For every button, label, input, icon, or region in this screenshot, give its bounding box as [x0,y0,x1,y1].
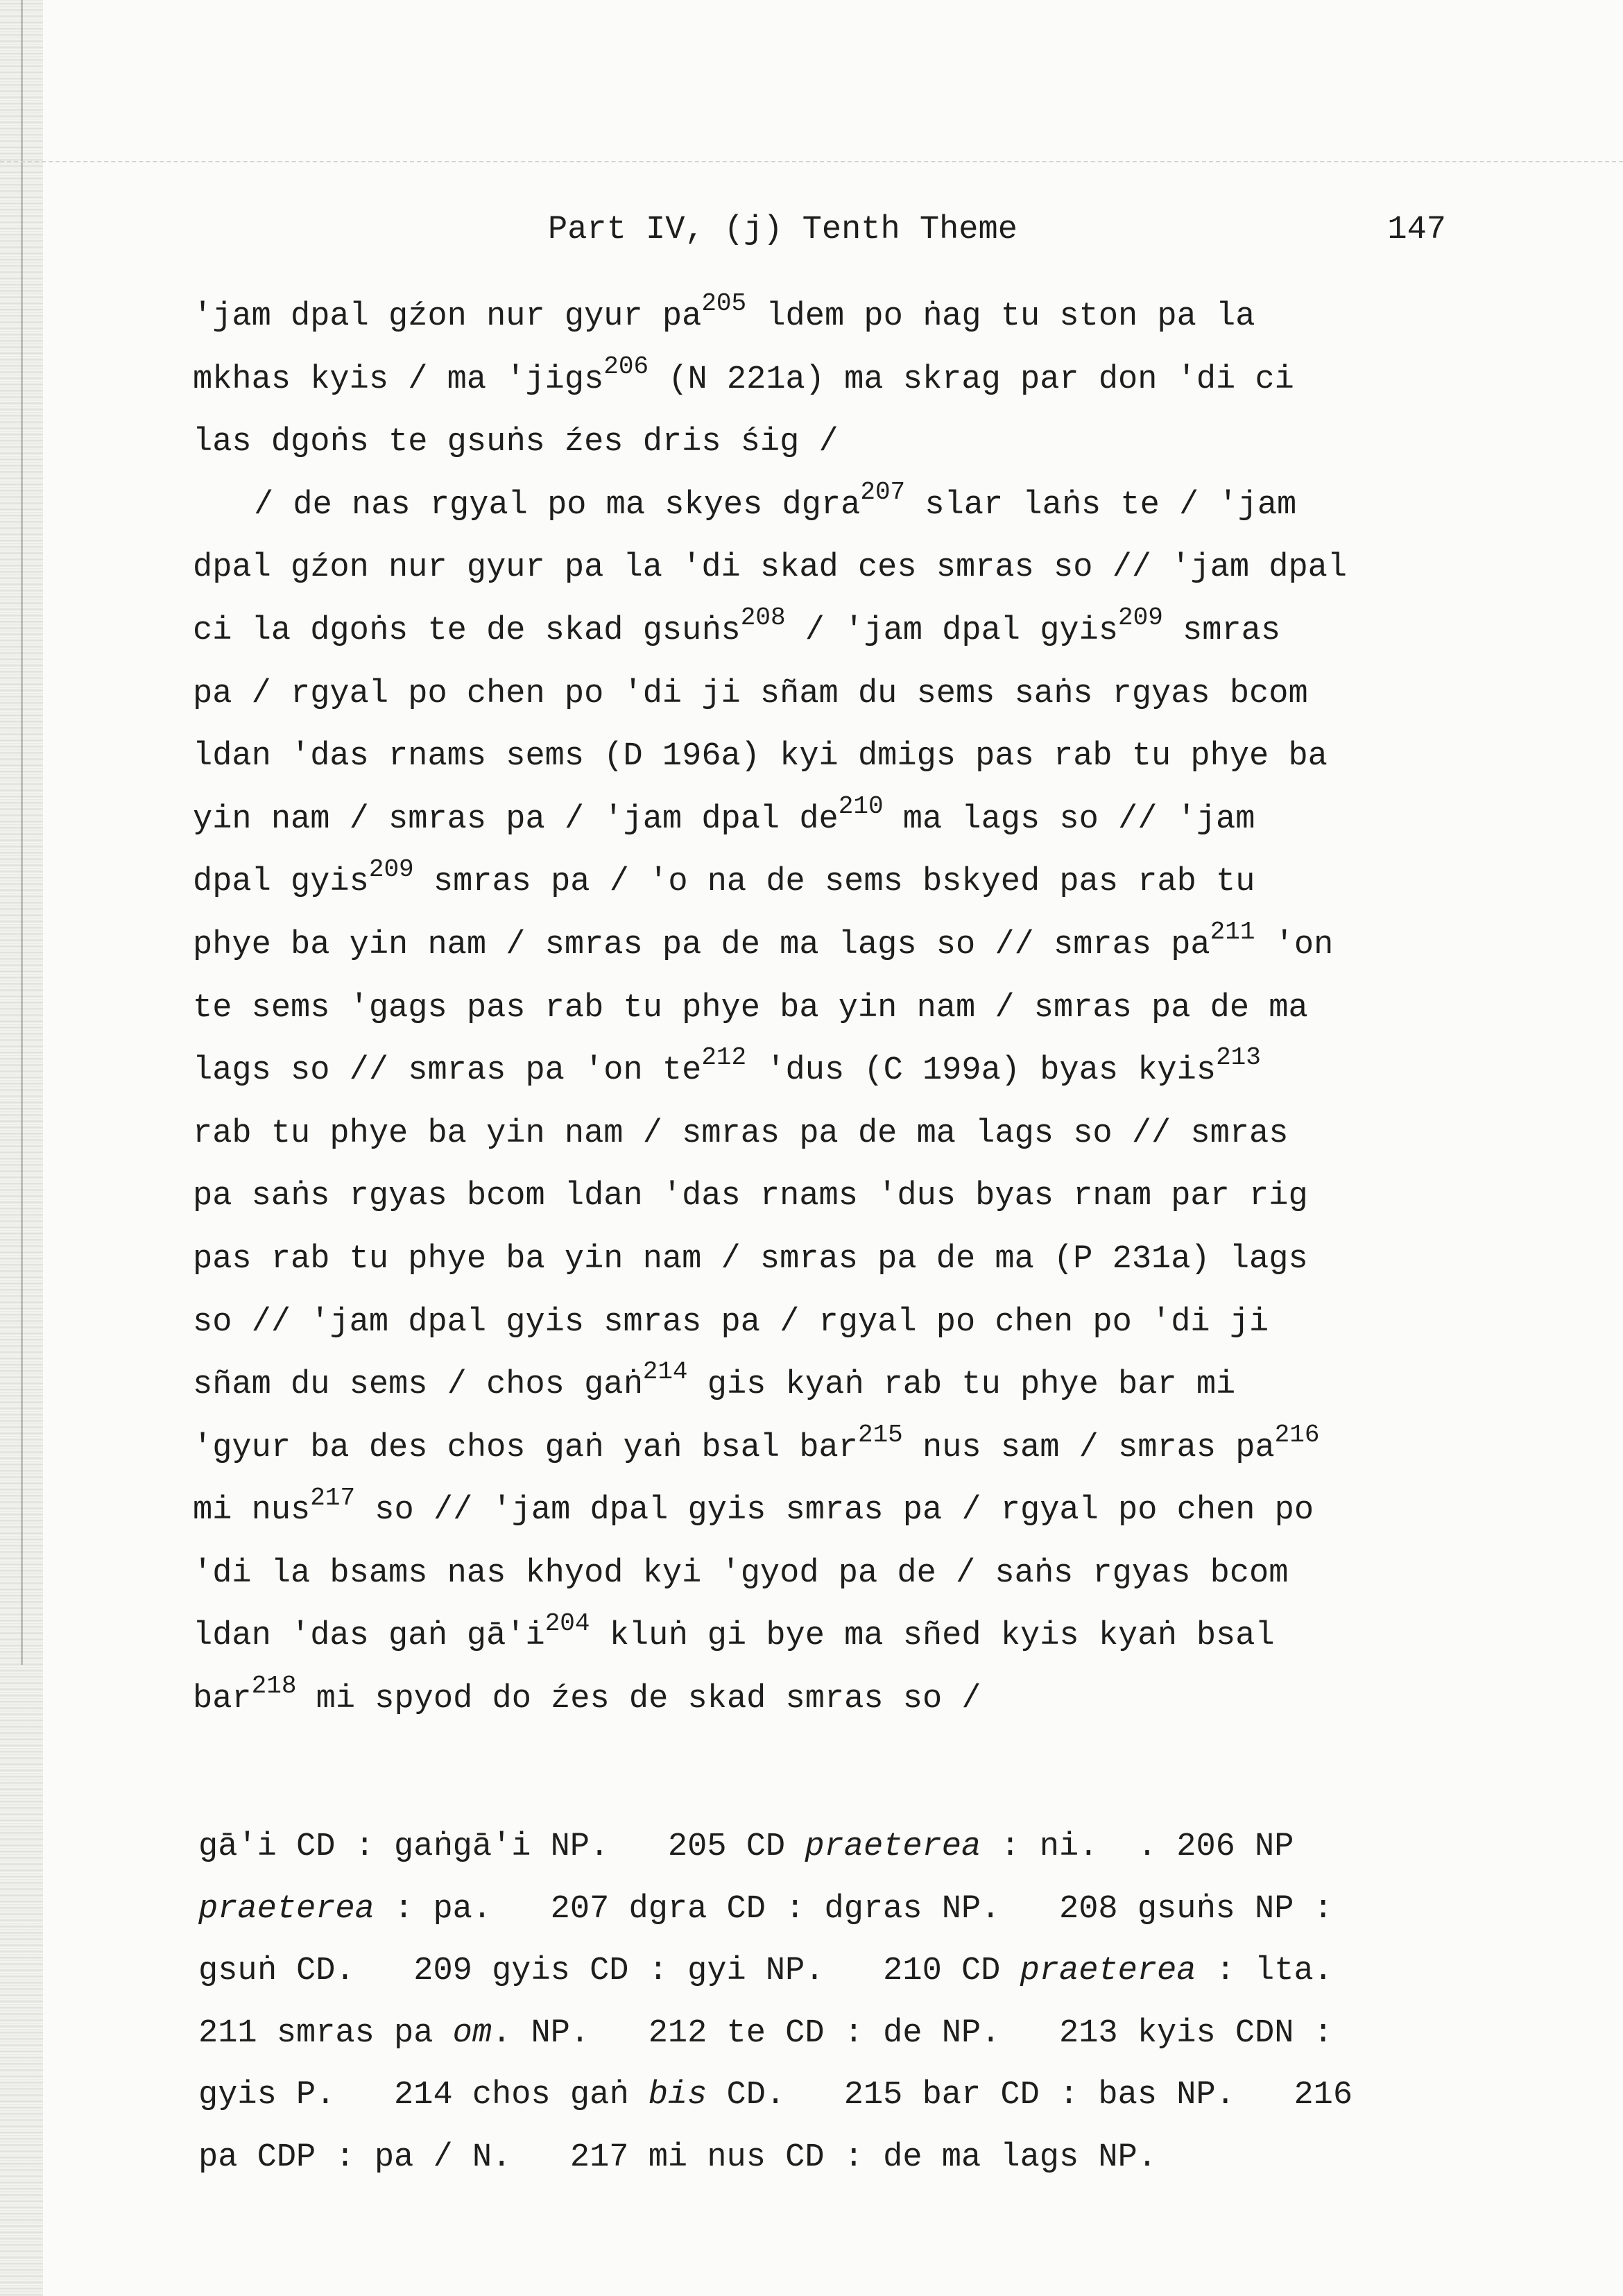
text-line: te sems 'gags pas rab tu phye ba yin nam / smras pa de ma [193,989,1308,1027]
body-text [193,286,1455,1731]
text-line: las dgoṅs te gsuṅs źes dris śig / [193,424,839,461]
footnote-ref[interactable]: 215 [857,1421,903,1450]
text-line: mi nus$^{217}$ so // 'jam dpal gyis smras pa / rgyal po chen po [193,1483,1314,1530]
footnote-line: pa CDP : pa / N. 217 mi nus CD : de ma lags NP. [198,2139,1158,2176]
footnote-line: gā'i CD : gaṅgā'i NP. 205 CD praeterea : ni. . 206 NP [198,1828,1294,1865]
scan-dashed-line [0,161,1623,162]
footnote-ref[interactable]: 205 [701,289,747,318]
footnote-ref[interactable]: 217 [310,1483,356,1512]
footnote-ref[interactable]: 216 [1274,1421,1320,1450]
footnote-ref[interactable]: 207 [860,478,906,507]
page-number: 147 [1387,212,1446,248]
text-line: ci la dgoṅs te de skad gsuṅs$^{208}$ / 'jam dpal gyis$^{209}$ smras [193,603,1281,649]
text-line: ldan 'das gaṅ $gā'i^{204}$ kluṅ gi bye ma sñed kyis kyaṅ bsal [193,1609,1275,1655]
text-line: phye ba yin nam / smras pa de ma lags so // smras $pa^{211}$ 'on [193,918,1334,963]
scan-edge-line [21,0,23,1665]
text-line: pa saṅs rgyas bcom ldan 'das rnams 'dus byas rnam par rig [193,1178,1308,1215]
text-line: dpal gźon nur gyur pa la 'di skad ces smras so // 'jam dpal [193,549,1348,587]
footnote-ref[interactable]: 210 [838,792,884,821]
footnote-line: praeterea : pa. 207 dgra CD : dgras NP. 208 gsuṅs NP : [198,1890,1333,1928]
footnote-ref[interactable]: 214 [642,1357,688,1387]
footnote-line: 211 smras pa om. NP. 212 te CD : de NP. 213 kyis CDN : [198,2014,1333,2052]
footnote-ref[interactable]: 209 [368,855,414,884]
paragraph-start-line: / de nas rgyal po ma skyes dgra$^{207}$ slar laṅs te / 'jam [254,478,1297,524]
text-line: lags so // smras pa 'on $te^{212}$ 'dus (C 199a) byas kyis$^{213}$ [193,1043,1261,1090]
text-line: dpal gyis$^{209}$ smras pa / 'o na de sems bskyed pas rab tu [193,855,1255,901]
footnote-ref[interactable]: 209 [1118,603,1163,633]
text-line: ldan 'das rnams sems (D 196a) kyi dmigs pas rab tu phye ba [193,738,1328,776]
running-title: Part IV, (j) Tenth Theme [548,212,1017,248]
text-line: pas rab tu phye ba yin nam / smras pa de ma (P 231a) lags [193,1240,1308,1278]
text-line: so // 'jam dpal gyis smras pa / rgyal po chen po 'di ji [193,1303,1269,1341]
footnotes [198,1816,1461,2188]
footnote-line: gsuṅ CD. 209 gyis CD : gyi NP. 210 CD praeterea : lta. [198,1953,1333,1989]
footnote-ref[interactable]: 212 [701,1043,747,1072]
text-line: rab tu phye ba yin nam / smras pa de ma lags so // smras [193,1115,1289,1152]
text-line: sñam du sems / chos gaṅ$^{214}$ gis kyaṅ rab tu phye bar mi [193,1357,1236,1404]
footnote-ref[interactable]: 206 [603,352,649,381]
footnote-ref[interactable]: 218 [251,1672,297,1701]
footnote-line: gyis P. 214 chos gaṅ bis CD. 215 bar CD : bas NP. 216 [198,2077,1353,2114]
text-line: 'di la bsams nas khyod kyi 'gyod pa de / saṅs rgyas bcom [193,1554,1289,1592]
text-line: 'gyur ba des chos gaṅ yaṅ bsal bar$^{215}$ nus sam / smras $pa^{216}$ [193,1421,1320,1466]
page-header [187,212,1446,260]
footnote-ref[interactable]: 208 [740,603,786,633]
text-line: pa / rgyal po chen po 'di ji sñam du sems saṅs rgyas bcom [193,675,1308,712]
footnote-ref[interactable]: 211 [1210,918,1255,947]
footnote-ref[interactable]: 213 [1216,1043,1261,1072]
footnote-ref[interactable]: 204 [544,1609,590,1638]
text-line: bar$^{218}$ mi spyod do źes de skad smras so / [193,1672,981,1718]
text-line: mkhas kyis / ma 'jigs$^{206}$ (N 221a) ma skrag par don 'di ci [193,352,1294,398]
text-line: yin nam / smras pa / 'jam dpal $de^{210}$ ma lags so // 'jam [193,792,1255,838]
text-line: 'jam dpal gźon nur gyur $pa^{205}$ ldem po ṅag tu ston pa la [193,289,1255,335]
